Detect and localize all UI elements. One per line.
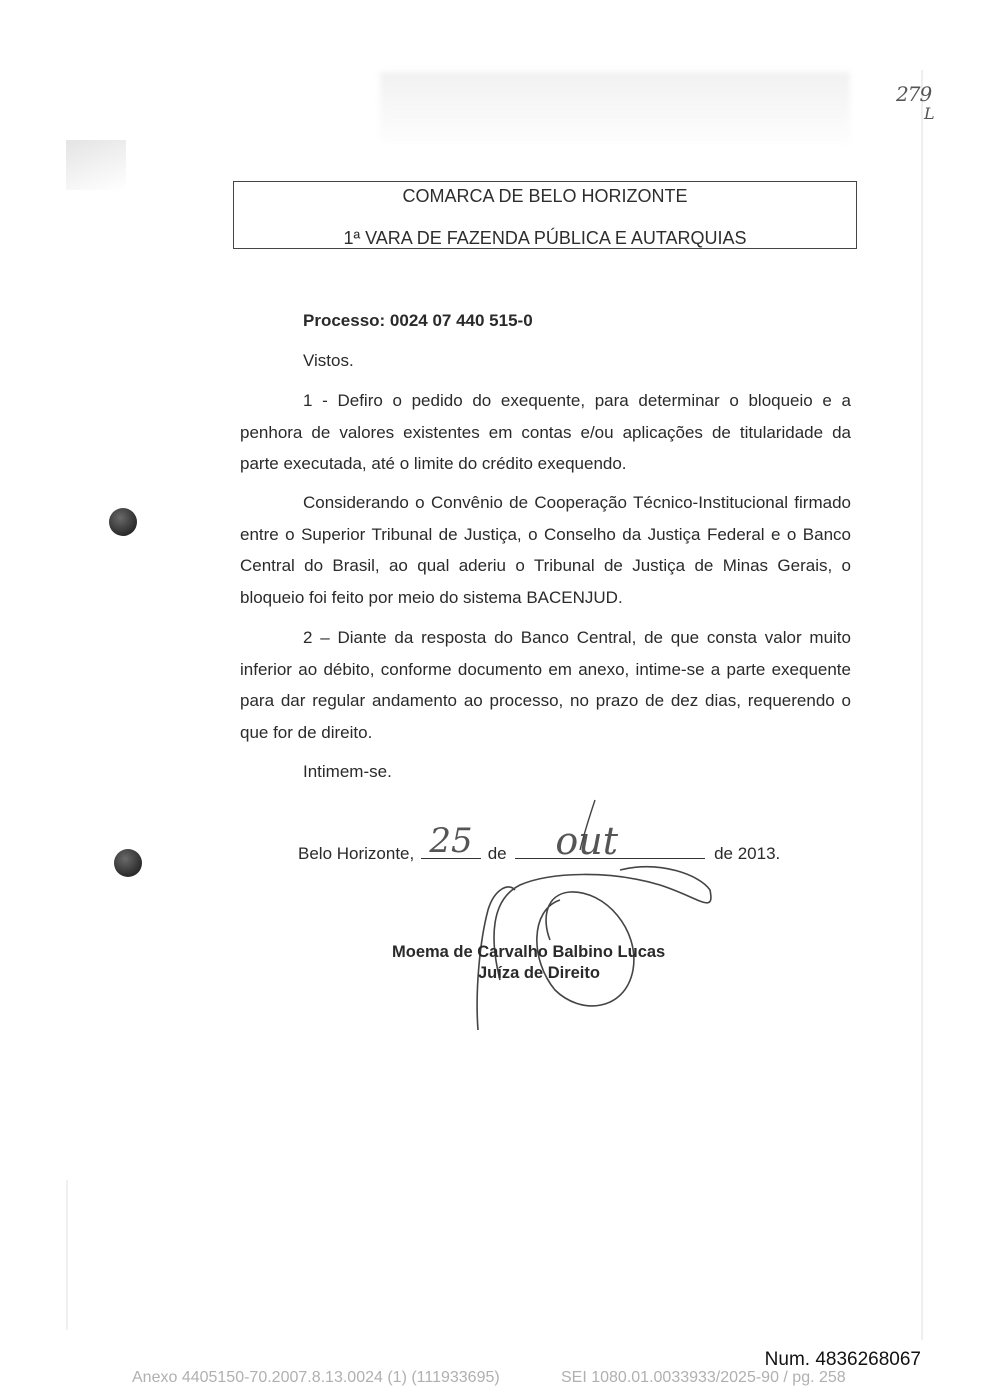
footer-sei-reference: SEI 1080.01.0033933/2025-90 / pg. 258: [561, 1369, 846, 1386]
punch-hole: [114, 849, 142, 877]
date-year: de 2013.: [714, 844, 781, 863]
paragraph-3: 2 – Diante da resposta do Banco Central, de que consta valor muito inferior ao débito, conforme documento em anexo, intime-se a parte exequente para dar regular andamento ao processo, no prazo de dez dias, requerendo o que for de direito.: [240, 628, 851, 742]
date-city: Belo Horizonte,: [298, 844, 415, 863]
bleed-through-text: [380, 72, 850, 144]
date-de: de: [487, 844, 507, 863]
page-mark-annotation: L: [924, 104, 935, 123]
judge-title: Juíza de Direito: [478, 964, 600, 982]
paragraph-1: 1 - Defiro o pedido do exequente, para determinar o bloqueio e a penhora de valores existentes em contas e/ou aplicações de titularidade da parte executada, até o limite do crédito exequendo.: [240, 391, 851, 473]
punch-hole: [109, 508, 137, 536]
handwritten-day: 25: [429, 821, 473, 861]
document-number: Num. 4836268067: [764, 1349, 921, 1370]
handwritten-page-number: [896, 82, 956, 132]
court-name: COMARCA DE BELO HORIZONTE: [402, 186, 688, 206]
month-blank: [515, 819, 705, 863]
court-header-box: [233, 181, 857, 249]
date-line: [298, 819, 781, 864]
day-blank: [421, 821, 481, 861]
court-division: 1ª VARA DE FAZENDA PÚBLICA E AUTARQUIAS: [343, 228, 747, 248]
judge-name: Moema de Carvalho Balbino Lucas: [392, 943, 666, 961]
handwritten-month: out: [555, 819, 618, 863]
process-number: Processo: 0024 07 440 515-0: [303, 311, 533, 330]
page-number-annotation: 279: [896, 82, 932, 106]
vistos-text: Vistos.: [303, 351, 354, 370]
paragraph-2: Considerando o Convênio de Cooperação Técnico-Institucional firmado entre o Superior Tribunal de Justiça, o Conselho da Justiça Federal e o Banco Central do Brasil, ao qual aderiu o Tribunal de Justiça de Minas Gerais, o bloqueio foi feito por meio do sistema BACENJUD.: [240, 493, 851, 607]
scan-shadow: [66, 140, 126, 190]
scan-edge-right: [921, 70, 923, 1340]
intimem-text: Intimem-se.: [303, 762, 392, 781]
footer-annex-reference: Anexo 4405150-70.2007.8.13.0024 (1) (111933695): [132, 1369, 500, 1386]
scan-edge-left: [66, 1180, 68, 1330]
